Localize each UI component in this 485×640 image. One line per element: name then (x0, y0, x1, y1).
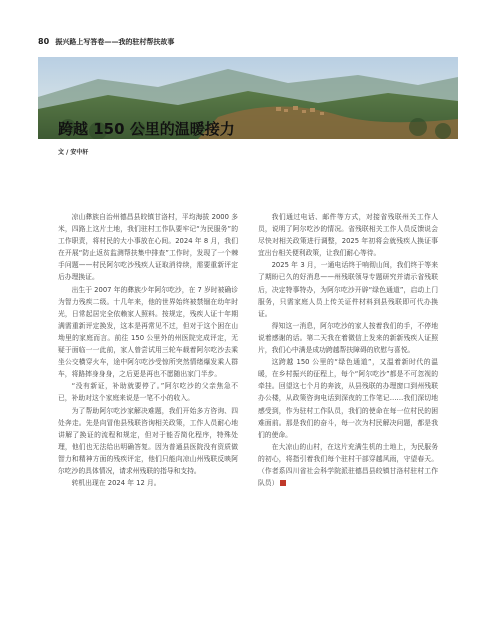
section-title: 振兴路上写答卷——我的驻村帮扶故事 (55, 38, 175, 46)
left-column (58, 211, 238, 489)
paragraph: 出生于 2007 年的彝族少年阿尔吃沙，在 7 岁时被确诊为智力残疾二级。十几年来，他的世界始终被禁锢在幼年时光，日常起居完全依赖家人照料。按规定，残疾人证十年期满需重新评定换发，这本是再常见不过，但对于这个困在山坳里的家庭而言。前往 150 公里外的州医院完成评定，无疑于面临一一此前，家人曾尝试用三轮车载着阿尔吃沙去乘坐公交横穿火车，途中阿尔吃沙受惊所突然情绪爆发乘人群车，将路摔身身身，之后更是再也不愿随出家门半步。 (58, 285, 238, 379)
page-header (38, 37, 174, 47)
paragraph: 2025 年 3 月，一通电话终于响彻山间，我们终于等来了期盼已久的好消息——州残联领导专题研究并请示省残联后，决定特事特办，为阿尔吃沙开辟“绿色通道”，启动上门服务，只需家庭人员上传关证件材料到县残联即可代办换证。 (258, 261, 438, 318)
article-author: 文 / 安中轩 (58, 149, 89, 156)
paragraph: “没有新证，补助就要停了。”阿尔吃沙的父亲焦急不已，补助对这个家庭来说是一笔不小的收入。 (58, 382, 238, 403)
paragraph-last (258, 441, 438, 489)
paragraph: 这跨越 150 公里的“绿色通道”，又温着新时代的温暖，在乡村振兴的征程上，每个“阿尔吃沙”都是不可忽视的牵挂。回望这七个月的奔波，从县残联的办理窗口到州残联办公楼，从政策咨询电话到深夜的工作笔记……我们深切地感受到，作为驻村工作队员，我们的使命在每一位村民的困难面前。那是我们的奋斗，每一次为村民解决问题，都是我们的使命。 (258, 358, 438, 439)
paragraph: 转机出现在 2024 年 12 月。 (71, 479, 161, 488)
right-column (258, 211, 438, 489)
paragraph: 得知这一消息，阿尔吃沙的家人按着我们的手，不停地说着感谢的话。第二天我在着微信上发来的新新残疾人证照片，我们心中满是成功跨越帮扶障碍的欣慰与喜悦。 (258, 321, 438, 355)
end-mark-icon (280, 480, 286, 486)
paragraph: 为了帮助阿尔吃沙家解决难题，我们开始多方咨询、四处奔走。先是向冒他县残联咨询相关政策，工作人员耐心地讲解了换证的流程和规定，但对于能否简化程序，特殊处理，他们也无法给出明确答复。因为普通县医院没有资质做智力和精神方面的残疾评定，他们只能向凉山州残联反映阿尔吃沙的具体情况，请求州残联的指导和支持。 (58, 406, 238, 475)
paragraph: 我们通过电话、邮件等方式，对接省残联州关工作人员，说明了阿尔吃沙的情况。省残联相关工作人员反馈说会尽快对相关政策进行调整，2025 年初将会就残疾人换证事宜出台相关便利政策，让我们耐心等待。 (258, 213, 438, 258)
paragraph-text: 在大凉山的山村，在这片充满生机的土地上，为民服务的初心，将指引着我们每个驻村干部穿越风雨，守望春天。（作者系四川省社会科学院派驻德昌县皎镇甘洛村驻村工作队员） (258, 442, 438, 488)
paragraph: 凉山彝族自治州德昌县皎镇甘洛村，平均海拔 2000 多米，四路上这片土地，我们驻村工作队要牢记“为民服务”的工作职责，将村民的大小事放在心间。2024 年 8 月，我们在开展“防止返贫监测帮扶集中排查”工作时，发现了一个棘手问题——村民阿尔吃沙残疾人证取消待续，需要重新评定后办理换证。 (58, 213, 238, 282)
page-number: 80 (38, 37, 50, 46)
article-title: 跨越 150 公里的温暖接力 (58, 120, 235, 138)
